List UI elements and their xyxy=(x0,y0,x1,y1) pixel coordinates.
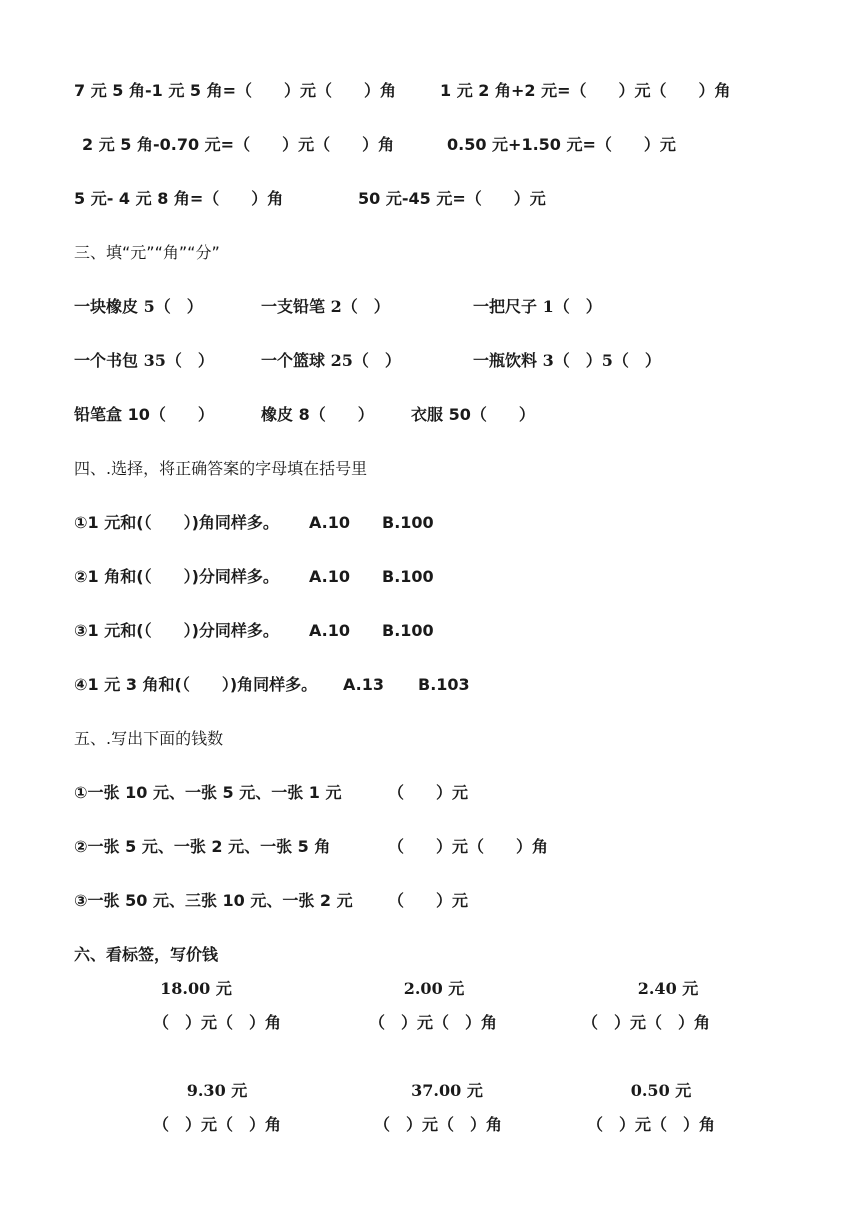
unit-item: 一个书包 35（ ） xyxy=(74,351,214,370)
choice-option-b: B.103 xyxy=(418,675,470,694)
price-tag: 18.00 元 xyxy=(160,979,232,998)
unit-item: 一支铅笔 2（ ） xyxy=(261,297,390,316)
choice-option-a: A.13 xyxy=(343,675,385,694)
section5-title: 五、.写出下面的钱数 xyxy=(74,729,224,748)
price-answer-blank: （ ）元（ ）角 xyxy=(581,1013,711,1032)
money-item: ①一张 10 元、一张 5 元、一张 1 元 xyxy=(74,783,342,802)
price-answer-blank: （ ）元（ ）角 xyxy=(368,1013,498,1032)
price-answer-blank: （ ）元（ ）角 xyxy=(373,1115,503,1134)
price-answer-blank: （ ）元（ ）角 xyxy=(152,1115,282,1134)
price-tag: 2.00 元 xyxy=(403,979,465,998)
unit-item: 一瓶饮料 3（ ）5（ ） xyxy=(473,351,661,370)
calc-problem-1: 7 元 5 角-1 元 5 角=（ ）元（ ）角 xyxy=(74,81,397,100)
unit-item: 一个篮球 25（ ） xyxy=(261,351,401,370)
choice-option-a: A.10 xyxy=(309,513,351,532)
choice-option-a: A.10 xyxy=(309,567,351,586)
price-tag: 0.50 元 xyxy=(630,1081,692,1100)
money-answer-blank: （ ）元（ ）角 xyxy=(388,837,549,856)
choice-option-b: B.100 xyxy=(382,567,434,586)
choice-question: ①1 元和(（ ）)角同样多。 xyxy=(74,513,279,532)
unit-item: 一块橡皮 5（ ） xyxy=(74,297,203,316)
price-answer-blank: （ ）元（ ）角 xyxy=(152,1013,282,1032)
calc-problem-6: 50 元-45 元=（ ）元 xyxy=(358,189,546,208)
price-tag: 9.30 元 xyxy=(186,1081,248,1100)
section6-title: 六、看标签，写价钱 xyxy=(74,945,219,964)
choice-question: ③1 元和(（ ）)分同样多。 xyxy=(74,621,279,640)
choice-option-b: B.100 xyxy=(382,621,434,640)
unit-item: 铅笔盒 10（ ） xyxy=(74,405,214,424)
unit-item: 一把尺子 1（ ） xyxy=(473,297,602,316)
price-tag: 37.00 元 xyxy=(411,1081,483,1100)
money-answer-blank: （ ）元 xyxy=(388,891,469,910)
price-tag: 2.40 元 xyxy=(637,979,699,998)
section3-title: 三、填“元”“角”“分” xyxy=(74,243,220,262)
money-answer-blank: （ ）元 xyxy=(388,783,469,802)
choice-question: ④1 元 3 角和(（ ）)角同样多。 xyxy=(74,675,318,694)
money-item: ②一张 5 元、一张 2 元、一张 5 角 xyxy=(74,837,331,856)
calc-problem-4: 0.50 元+1.50 元=（ ）元 xyxy=(447,135,676,154)
calc-problem-2: 1 元 2 角+2 元=（ ）元（ ）角 xyxy=(440,81,731,100)
calc-problem-5: 5 元- 4 元 8 角=（ ）角 xyxy=(74,189,284,208)
section4-title: 四、.选择，将正确答案的字母填在括号里 xyxy=(74,459,368,478)
price-answer-blank: （ ）元（ ）角 xyxy=(586,1115,716,1134)
calc-problem-3: 2 元 5 角-0.70 元=（ ）元（ ）角 xyxy=(82,135,395,154)
money-item: ③一张 50 元、三张 10 元、一张 2 元 xyxy=(74,891,353,910)
choice-option-a: A.10 xyxy=(309,621,351,640)
choice-option-b: B.100 xyxy=(382,513,434,532)
choice-question: ②1 角和(（ ）)分同样多。 xyxy=(74,567,279,586)
unit-item: 橡皮 8（ ） xyxy=(261,405,374,424)
unit-item: 衣服 50（ ） xyxy=(411,405,535,424)
